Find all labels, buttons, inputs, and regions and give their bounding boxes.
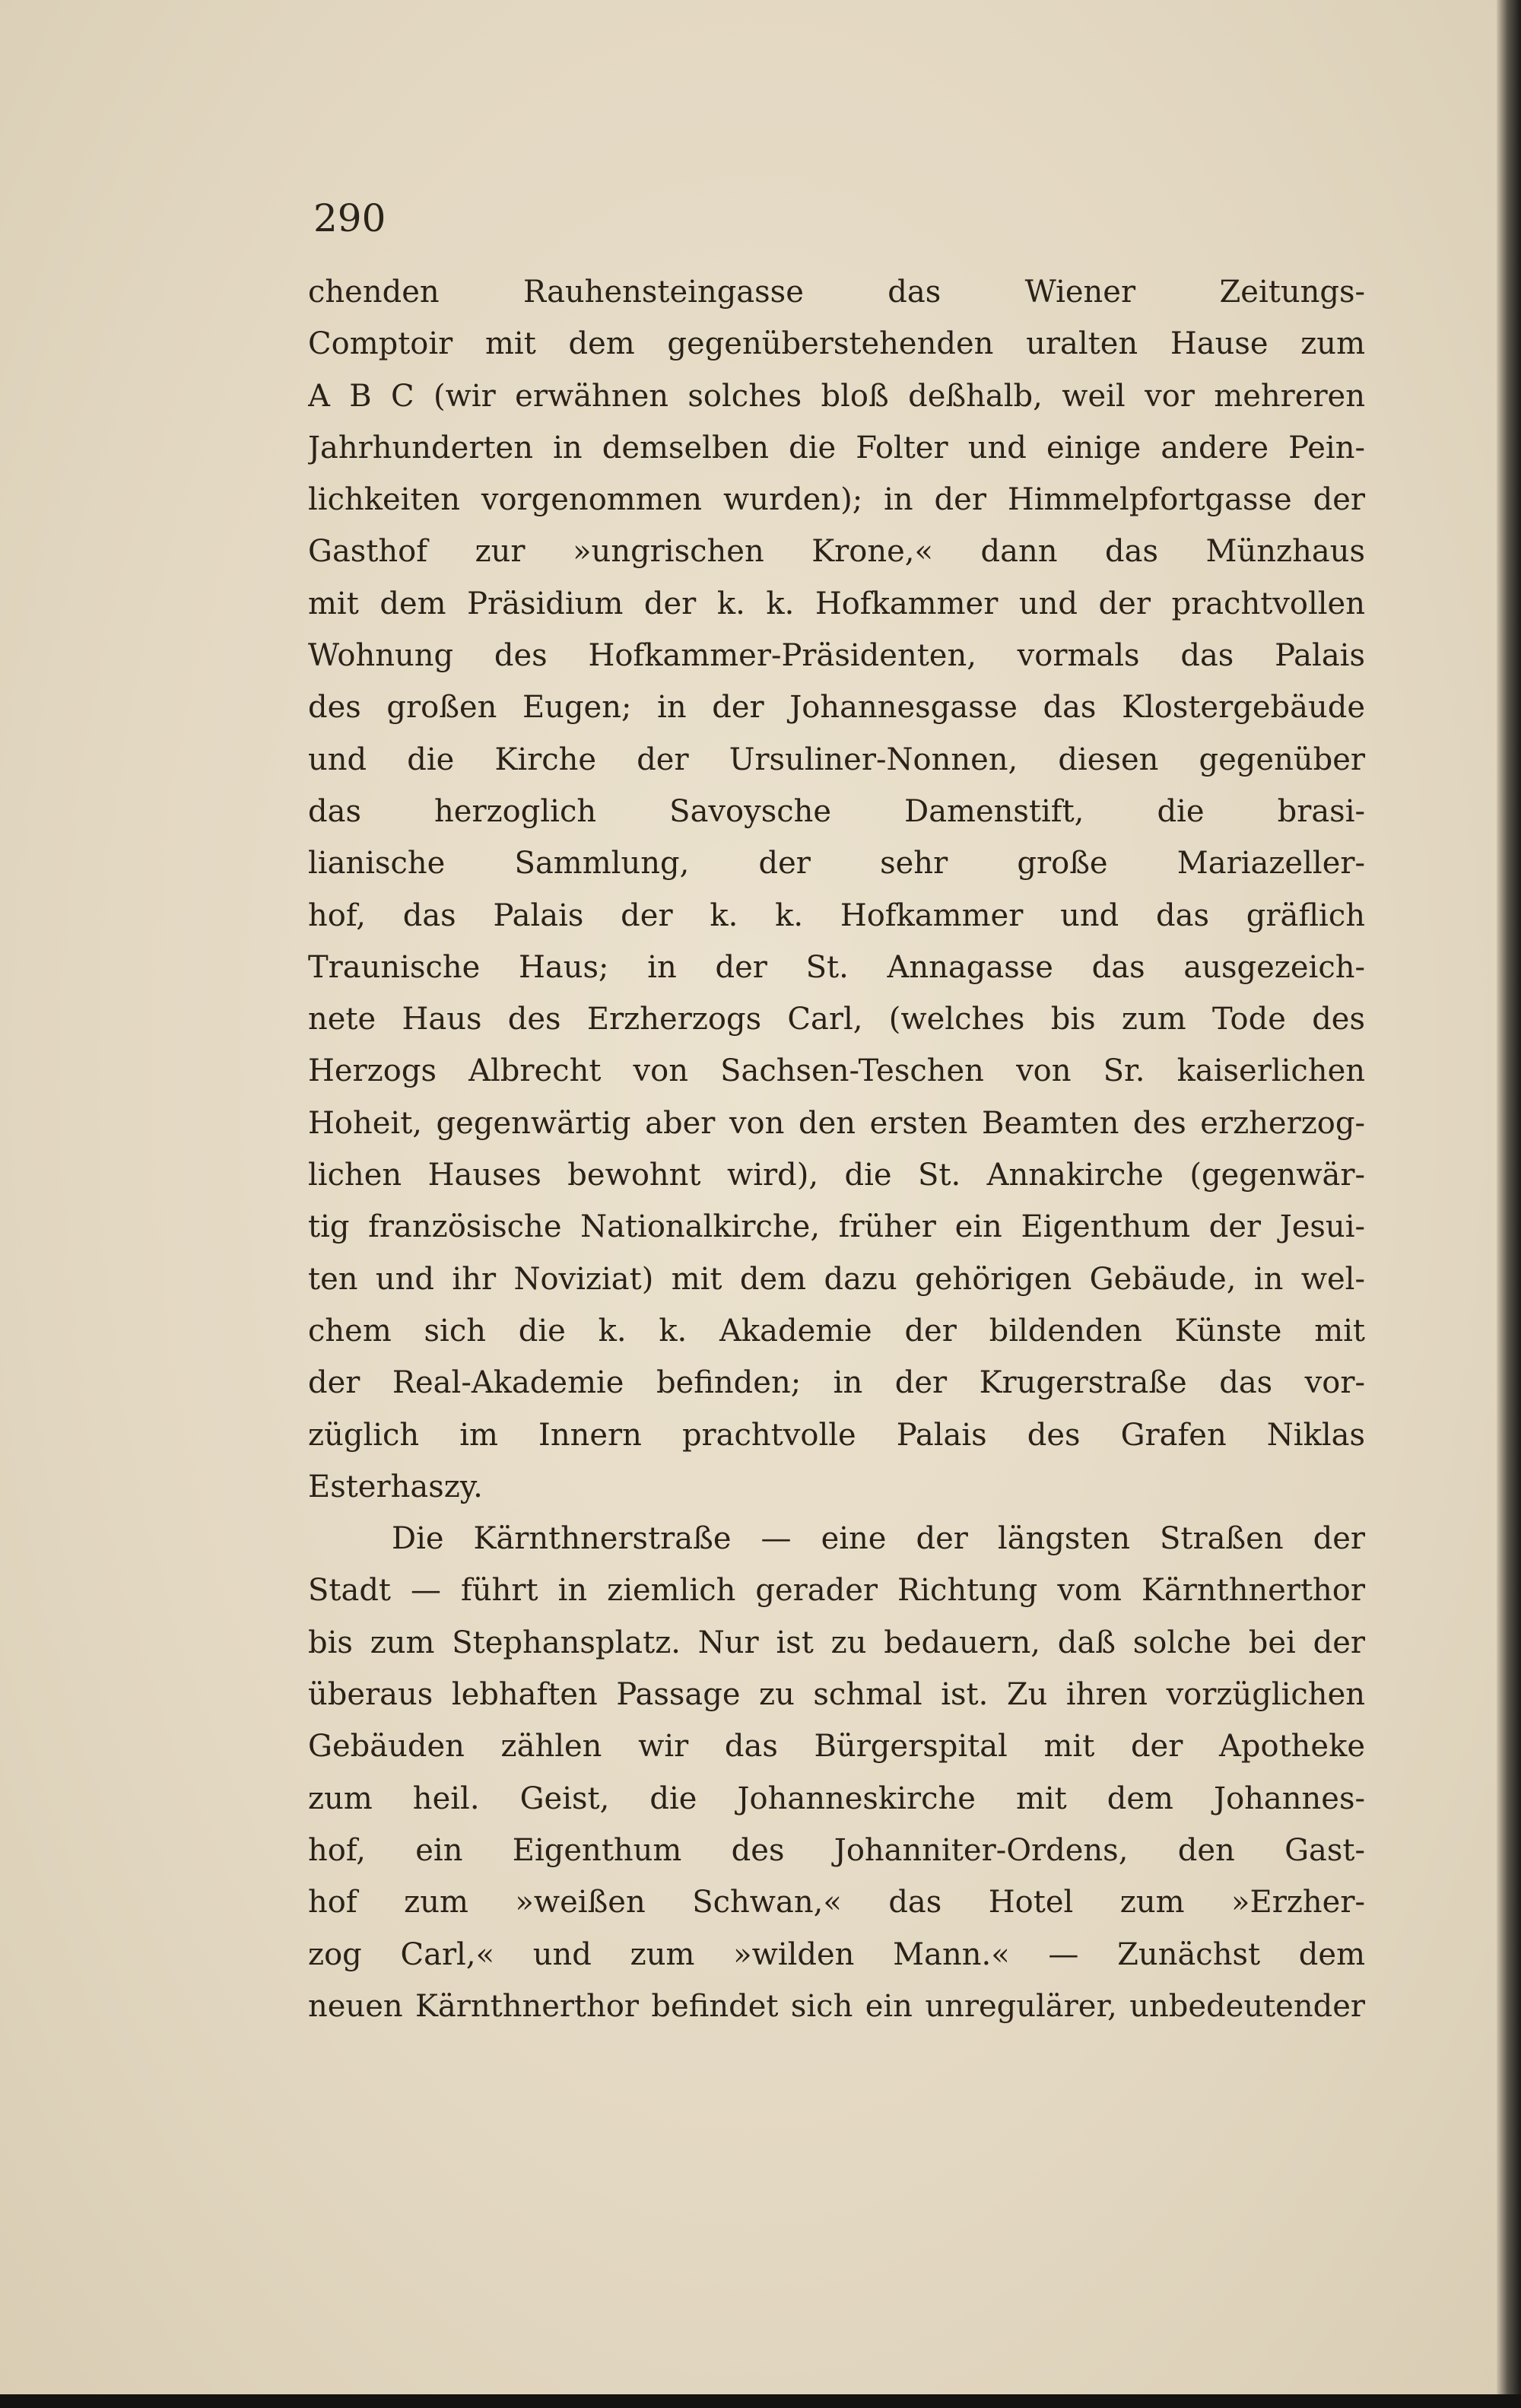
- text-line: zog Carl,« und zum »wilden Mann.« — Zunächst dem: [308, 1936, 1365, 1972]
- text-line: Herzogs Albrecht von Sachsen-Teschen von Sr. kaiserlichen: [308, 1053, 1365, 1089]
- text-line: mit dem Präsidium der k. k. Hofkammer und der prachtvollen: [308, 586, 1365, 621]
- text-line: Comptoir mit dem gegenüberstehenden uralten Hause zum: [308, 326, 1365, 362]
- text-line: züglich im Innern prachtvolle Palais des Grafen Niklas: [308, 1417, 1365, 1453]
- text-line: zum heil. Geist, die Johanneskirche mit dem Johannes-: [308, 1781, 1365, 1816]
- text-line: Gebäuden zählen wir das Bürgerspital mit der Apotheke: [308, 1729, 1365, 1765]
- scan-bottom-edge: [0, 2394, 1521, 2408]
- text-line: und die Kirche der Ursuliner-Nonnen, diesen gegenüber: [308, 742, 1365, 777]
- text-line: lichkeiten vorgenommen wurden); in der Himmelpfortgasse der: [308, 482, 1365, 518]
- text-line: Gasthof zur »ungrischen Krone,« dann das Münzhaus: [308, 534, 1365, 570]
- body-text: [308, 266, 1365, 2032]
- book-spine-edge: [1497, 0, 1521, 2408]
- text-line: Wohnung des Hofkammer-Präsidenten, vormals das Palais: [308, 638, 1365, 674]
- text-line: hof zum »weißen Schwan,« das Hotel zum »Erzher-: [308, 1885, 1365, 1920]
- text-line: chenden Rauhensteingasse das Wiener Zeitungs-: [308, 275, 1365, 310]
- text-line: chem sich die k. k. Akademie der bildenden Künste mit: [308, 1313, 1365, 1349]
- text-line: nete Haus des Erzherzogs Carl, (welches bis zum Tode des: [308, 1002, 1365, 1037]
- text-line: lichen Hauses bewohnt wird), die St. Annakirche (gegenwär-: [308, 1158, 1365, 1193]
- text-line: Hoheit, gegenwärtig aber von den ersten Beamten des erzherzog-: [308, 1105, 1365, 1141]
- text-line: hof, ein Eigenthum des Johanniter-Ordens, den Gast-: [308, 1832, 1365, 1868]
- text-line: hof, das Palais der k. k. Hofkammer und das gräflich: [308, 897, 1365, 933]
- text-line: das herzoglich Savoysche Damenstift, die brasi-: [308, 793, 1365, 829]
- text-line: A B C (wir erwähnen solches bloß deßhalb, weil vor mehreren: [308, 378, 1365, 414]
- text-line: des großen Eugen; in der Johannesgasse das Klostergebäude: [308, 690, 1365, 726]
- text-line: der Real-Akademie befinden; in der Krugerstraße das vor-: [308, 1365, 1365, 1401]
- text-line: tig französische Nationalkirche, früher ein Eigenthum der Jesui-: [308, 1209, 1365, 1245]
- text-line: Traunische Haus; in der St. Annagasse das ausgezeich-: [308, 949, 1365, 985]
- text-line: bis zum Stephansplatz. Nur ist zu bedauern, daß solche bei der: [308, 1625, 1365, 1660]
- paragraph-start-line: Die Kärnthnerstraße — eine der längsten Straßen der: [392, 1521, 1365, 1557]
- page-number: 290: [313, 196, 386, 240]
- text-line: Stadt — führt in ziemlich gerader Richtung vom Kärnthnerthor: [308, 1573, 1365, 1609]
- text-line: überaus lebhaften Passage zu schmal ist. Zu ihren vorzüglichen: [308, 1677, 1365, 1713]
- text-line: Jahrhunderten in demselben die Folter und einige andere Pein-: [308, 430, 1365, 465]
- text-line: neuen Kärnthnerthor befindet sich ein unregulärer, unbedeutender: [308, 1988, 1365, 2024]
- text-line: Esterhaszy.: [308, 1469, 483, 1504]
- text-line: lianische Sammlung, der sehr große Mariazeller-: [308, 846, 1365, 882]
- text-line: ten und ihr Noviziat) mit dem dazu gehörigen Gebäude, in wel-: [308, 1261, 1365, 1297]
